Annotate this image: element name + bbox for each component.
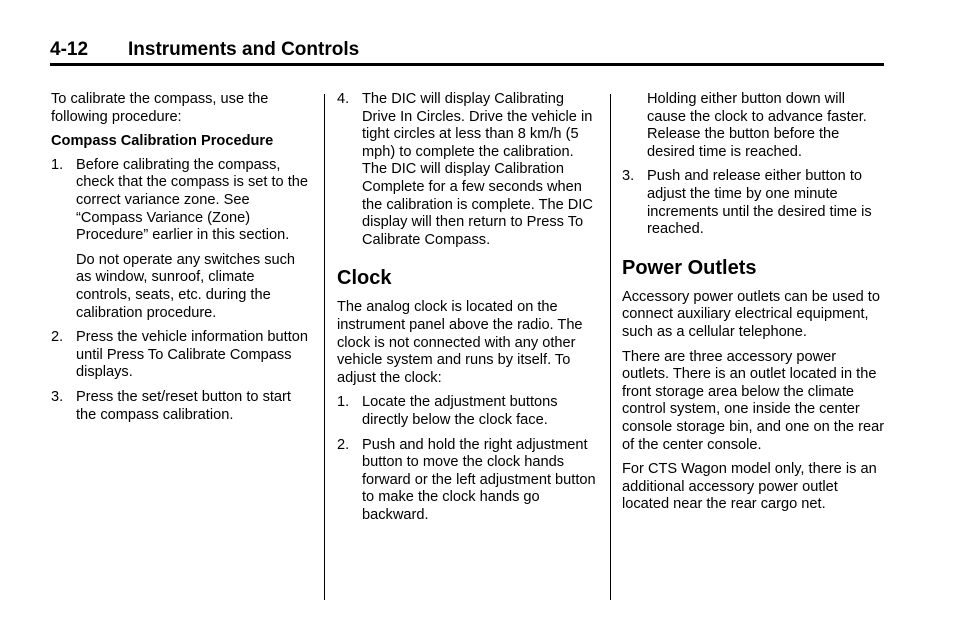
- list-number: 3.: [622, 168, 635, 185]
- clock-heading: Clock: [337, 267, 392, 290]
- intro-paragraph: To calibrate the compass, use the following procedure:: [51, 91, 269, 125]
- paragraph: Accessory power outlets can be used to connect auxiliary electrical equipment, such as a cellular telephone.: [622, 288, 880, 340]
- section-title: Instruments and Controls: [128, 39, 360, 60]
- header-rule: [50, 63, 884, 66]
- column-3: [622, 91, 886, 521]
- page-number: 4-12: [50, 39, 89, 60]
- column-2: [337, 91, 597, 531]
- list-number: 2.: [51, 329, 64, 346]
- list-item: [51, 329, 313, 382]
- list-text: The DIC will display Calibrating Drive In Circles. Drive the vehicle in tight circles at less than 8 km/h (5 mph) to complete the calibration. The DIC will display Calibration Complete for a few seconds when the calibration is complete. The DIC display will then return to Press To Calibrate Compass.: [362, 91, 593, 248]
- clock-intro: The analog clock is located on the instrument panel above the radio. The clock is not connected with any other vehicle system and runs by itself. To adjust the clock:: [337, 299, 583, 386]
- list-number: 2.: [337, 436, 350, 453]
- list-item: [337, 437, 597, 525]
- list-item: [622, 168, 886, 238]
- list-text: Press the vehicle information button until Press To Calibrate Compass displays.: [76, 329, 309, 381]
- list-number: 1.: [51, 156, 64, 173]
- list-item: [51, 389, 313, 424]
- list-text: Push and release either button to adjust the time by one minute increments until the desired time is reached.: [647, 168, 872, 238]
- list-item: [337, 91, 597, 249]
- list-number: 1.: [337, 394, 350, 411]
- procedure-heading: Compass Calibration Procedure: [51, 133, 274, 150]
- list-item: [51, 157, 313, 245]
- column-1: [51, 91, 313, 431]
- column-divider: [610, 94, 611, 600]
- paragraph: There are three accessory power outlets. There is an outlet located in the front storage area below the climate control system, one inside the center console storage bin, and one on the rear of the center console.: [622, 348, 885, 453]
- column-divider: [324, 94, 325, 600]
- list-number: 4.: [337, 91, 350, 107]
- list-text: Press the set/reset button to start the compass calibration.: [76, 388, 291, 423]
- list-continuation: Holding either button down will cause the clock to advance faster. Release the button before the desired time is reached.: [647, 91, 867, 160]
- power-outlets-heading: Power Outlets: [622, 256, 757, 279]
- list-text: Locate the adjustment buttons directly below the clock face.: [362, 394, 558, 428]
- list-text: Push and hold the right adjustment button to move the clock hands forward or the left adjustment button to make the clock hands go backward.: [362, 436, 596, 523]
- paragraph: For CTS Wagon model only, there is an additional accessory power outlet located near the rear cargo net.: [622, 461, 877, 513]
- list-note: Do not operate any switches such as window, sunroof, climate controls, seats, etc. during the calibration procedure.: [76, 251, 296, 321]
- list-text: Before calibrating the compass, check that the compass is set to the correct variance zone. See “Compass Variance (Zone) Procedure” earlier in this section.: [76, 156, 308, 244]
- list-item: [337, 394, 597, 429]
- list-number: 3.: [51, 388, 64, 405]
